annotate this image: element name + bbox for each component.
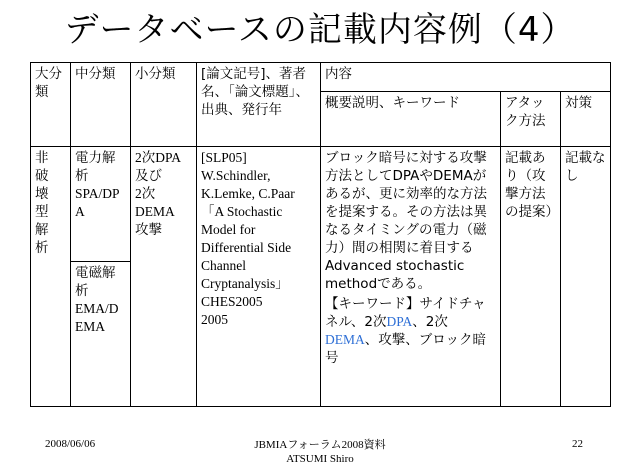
data-row-1 — [31, 147, 611, 262]
header-middle-category: 中分類 — [71, 63, 131, 147]
cell-major-category: 非破壊型解析 — [31, 147, 71, 407]
header-attack-method: アタック方法 — [501, 92, 561, 147]
footer-center: JBMIAフォーラム2008資料 ATSUMI Shiro — [254, 439, 386, 465]
header-paper-info: [論文記号]、著者名、「論文標題」、出典、発行年 — [197, 63, 321, 147]
header-minor-category: 小分類 — [131, 63, 197, 147]
header-row-1 — [31, 63, 611, 92]
cell-summary: ブロック暗号に対する攻撃方法としてDPAやDEMAがあるが、更に効率的な方法を提案する。その方法は異なるタイミングの電力（磁力）間の相関に着目するAdvanced stochastic methodである。 【キーワード】サイドチャネル、2次DPA、2次DEMA、攻撃、ブロック暗号 — [321, 147, 501, 407]
page-number: 22 — [572, 438, 583, 450]
footer-date: 2008/06/06 — [45, 438, 96, 450]
cell-middle-em: 電磁解析 EMA/DEMA — [71, 262, 131, 407]
slide-title: データベースの記載内容例（4） — [64, 10, 576, 50]
database-entry-table — [30, 62, 611, 407]
header-countermeasure: 対策 — [561, 92, 611, 147]
header-content: 内容 — [321, 63, 611, 92]
keywords: 【キーワード】サイドチャネル、2次DPA、2次DEMA、攻撃、ブロック暗号 — [325, 296, 486, 366]
cell-paper-info: [SLP05] W.Schindler, K.Lemke, C.Paar 「A Stochastic Model for Differential Side Channel Cryptanalysis」 CHES2005 2005 — [197, 147, 321, 407]
cell-countermeasure: 記載なし — [561, 147, 611, 407]
header-major-category: 大分類 — [31, 63, 71, 147]
cell-middle-power: 電力解析 SPA/DPA — [71, 147, 131, 262]
header-summary: 概要説明、キーワード — [321, 92, 501, 147]
cell-minor-category: 2次DPA 及び 2次DEMA 攻撃 — [131, 147, 197, 407]
cell-attack-method: 記載あり（攻撃方法の提案） — [501, 147, 561, 407]
